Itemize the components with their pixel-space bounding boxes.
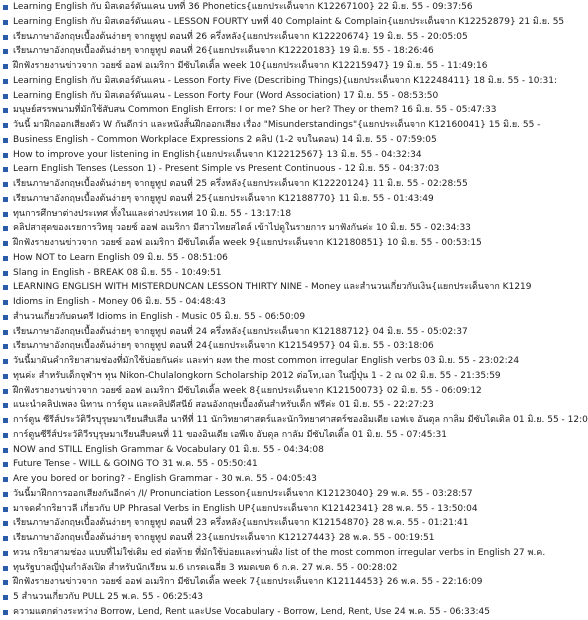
topic-date: 22 มิ.ย. 55 - 09:37:56 [377,2,473,12]
square-bullet-icon [3,595,8,600]
topic-link[interactable]: LEARNING ENGLISH WITH MISTERDUNCAN LESSON THIRTY NINE - Money และสำนวนเกี่ยวกับเงิน{แยกประเด็นจาก K1219 [13,282,532,293]
topic-date: 05 มิ.ย. 55 - 06:50:09 [210,311,306,322]
topic-list-item [0,103,569,118]
topic-link[interactable]: Future Tense - WILL & GOING TO [13,459,160,470]
topic-link[interactable]: Learning English กับ มิสเตอร์ดันแคน - Lesson Forty Four (Word Association) [13,90,341,101]
square-bullet-icon [3,212,8,217]
topic-list-item [0,148,569,163]
square-bullet-icon [3,536,8,541]
topic-date: 28 พ.ค. 55 - 13:50:04 [381,503,478,514]
topic-date: 16 มิ.ย. 55 - 05:47:33 [401,105,497,116]
square-bullet-icon [3,123,8,128]
square-bullet-icon [3,359,8,364]
square-bullet-icon [3,433,8,438]
topic-list-item [0,280,569,295]
topic-link[interactable]: Learning English กับ มิสเตอร์ดันแคน - Lesson Forty Five (Describing Things){แยกประเด็นจาก K12248411} [13,75,471,86]
square-bullet-icon [3,300,8,305]
topic-list-item [0,457,569,472]
topic-link[interactable]: มาจดคำกริยาวลี เกี่ยวกับ UP Phrasal Verbs in English UP{แยกประเด็นจาก K12142341} [13,503,380,514]
topic-list-item [0,325,569,340]
topic-date: 26 พ.ค. 55 - 22:16:09 [386,577,483,588]
topic-date: 18 มิ.ย. 55 - 10:31: [473,75,557,86]
topic-link[interactable]: 5 สำนวนเกี่ยวกับ PULL [13,592,105,602]
topic-list-item [0,428,569,443]
topic-date: 10 มิ.ย. 55 - 13:17:18 [196,208,292,219]
square-bullet-icon [3,138,8,143]
topic-date: 01 มิ.ย. 55 - 04:34:08 [228,444,324,455]
topic-link[interactable]: วันนี้มาผันคำกริยาสามช่องที่มักใช้บ่อยกันค่ะ และท่า ผงท the most common irregular English verbs [13,356,422,366]
topic-list-item [0,133,569,148]
topic-list-item [0,162,569,177]
topic-date: 02 มิ.ย. 55 - 21:35:59 [405,370,501,381]
square-bullet-icon [3,5,8,10]
topic-list-item [0,74,569,89]
topic-link[interactable]: การ์ตูน ซีรีส์ประวัติวีรบุรุษมาเรียนสืบเสือ นาทีที่ 11 นักวิทยาศาสตร์และนักวิทยาศาสตร์ชองอิมเดีย เอฟเจ อันตุล กาลิม มีซับไตเติล [13,415,511,425]
topic-list-item [0,443,569,458]
square-bullet-icon [3,389,8,394]
topic-date: 11 มิ.ย. 55 - 02:28:55 [372,179,468,189]
topic-link[interactable]: เรียนภาษาอังกฤษเบื้องต้นง่ายๆ จากยูทูป ตอนที่ 24 ครึ่งหลัง{แยกประเด็นจาก K12188712} [13,326,370,337]
topic-list-item [0,339,569,354]
topic-link[interactable]: เรียนภาษาอังกฤษเบื้องต้นง่ายๆ จากยูทูป ตอนที่ 24{แยกประเด็นจาก K12154957} [13,341,336,352]
topic-link[interactable]: วันนี้ มาฝึกออกเสียงตัว W กันดีกว่า และหนังสั้นฝึกออกเสียง เรื่อง "Misunderstandings"{แยกประเด็นจาก K12160041} [13,120,486,130]
topic-link[interactable]: ทวน กริยาสามช่อง แบบที่ไม่ใช่เติม ed ต่อท้าย ที่มักใช้บ่อยและท่านฝั่ง list of the most common irregular verbs in English [13,547,511,558]
square-bullet-icon [3,344,8,349]
topic-date: 19 มิ.ย. 55 - 20:05:05 [372,31,468,42]
topic-date: 28 พ.ค. 55 - 00:19:51 [338,533,435,543]
topic-date: 19 มิ.ย. 55 - 11:49:16 [392,61,488,71]
topic-link[interactable]: มนุษย์สรรพนามที่มักใช้สับสน Common English Errors: I or me? She or her? They or them? [13,105,399,116]
topic-list-item [0,502,569,517]
square-bullet-icon [3,108,8,113]
topic-link[interactable]: เรียนภาษาอังกฤษเบื้องต้นง่ายๆ จากยูทูป ตอนที่ 23{แยกประเด็นจาก K12127443} [13,533,336,543]
topic-link[interactable]: Learning English กับ มิสเตอร์ดันแคน - LESSON FOURTY บทที่ 40 Complaint & Complain{แยกประเด็นจาก K12252879} [13,16,516,27]
square-bullet-icon [3,241,8,246]
topic-list-item [0,221,569,236]
topic-link[interactable]: เรียนภาษาอังกฤษเบื้องต้นง่ายๆ จากยูทูป ตอนที่ 26{แยกประเด็นจาก K12220183} [13,46,336,57]
topic-link[interactable]: ฝึกฟังรายงานข่าวจาก วอยซ์ ออฟ อเมริกา มีซับไตเติ้ล week 7{แยกประเด็นจาก K12114453} [13,577,384,588]
square-bullet-icon [3,226,8,231]
topic-list-item [0,472,569,487]
square-bullet-icon [3,315,8,320]
square-bullet-icon [3,580,8,585]
square-bullet-icon [3,418,8,423]
topic-list-item [0,266,569,281]
topic-date: 19 มิ.ย. 55 - 18:26:46 [338,46,434,57]
topic-link[interactable]: Learn English Tenses (Lesson 1) - Present Simple vs Present Continuous - [13,164,342,175]
topic-list-item [0,236,569,251]
topic-list-item [0,369,569,384]
topic-date: 24 พ.ค. 55 - 06:33:45 [394,606,490,617]
topic-link[interactable]: Are you bored or boring? - English Grammar - [13,474,219,484]
topic-list-item [0,531,569,546]
topic-link[interactable]: ทุนค่ะ สำหรับเด็กจุฬาฯ ทุน Nikon-Chulalongkorn Scholarship 2012 ต่อโท,เอก ในญี่ปุ่น 1 - 2 ณ [13,370,403,381]
topic-list-item [0,487,569,502]
square-bullet-icon [3,64,8,69]
topic-date: 25 พ.ค. 55 - 06:25:43 [107,592,203,602]
topic-date: 13 มิ.ย. 55 - 04:32:34 [326,149,422,160]
topic-date: 01 มิ.ย. 55 - 07:45:31 [352,429,447,440]
square-bullet-icon [3,49,8,54]
square-bullet-icon [3,521,8,526]
topic-link[interactable]: เรียนภาษาอังกฤษเบื้องต้นง่ายๆ จากยูทูป ตอนที่ 26 ครึ่งหลัง{แยกประเด็นจาก K12220674} [13,31,370,42]
topic-link[interactable]: NOW and STILL English Grammar & Vocabulary [13,444,227,455]
topic-date: 27 พ.ค. 55 - 00:28:02 [301,562,398,573]
topic-date: 14 มิ.ย. 55 - 07:59:05 [341,134,437,145]
square-bullet-icon [3,271,8,276]
topic-list-item [0,0,569,15]
topic-date: 30 พ.ค. 55 - 04:05:43 [221,474,317,484]
square-bullet-icon [3,330,8,335]
topic-list-item [0,354,569,369]
topic-link[interactable]: เรียนภาษาอังกฤษเบื้องต้นง่ายๆ จากยูทูป ตอนที่ 23 ครึ่งหลัง{แยกประเด็นจาก K12154870} [13,518,370,529]
topic-date: 10 มิ.ย. 55 - 02:34:33 [375,223,471,234]
topic-link[interactable]: How NOT to Learn English [13,252,131,263]
topic-date: 28 พ.ค. 55 - 01:21:41 [372,518,469,529]
topic-date: 08 มิ.ย. 55 - 10:49:51 [126,267,222,278]
topic-link[interactable]: Business English - Common Workplace Expressions 2 คลิป (1-2 จบในตอน) [13,134,339,145]
square-bullet-icon [3,507,8,512]
square-bullet-icon [3,610,8,615]
square-bullet-icon [3,153,8,158]
topic-date: 09 มิ.ย. 55 - 08:51:06 [132,252,228,263]
topic-list-item [0,575,569,590]
topic-date: 12 มิ.ย. 55 - 04:37:03 [344,164,440,175]
topic-list-item [0,516,569,531]
topic-date: 17 มิ.ย. 55 - 08:53:50 [343,90,439,101]
square-bullet-icon [3,256,8,261]
square-bullet-icon [3,448,8,453]
square-bullet-icon [3,285,8,290]
topic-date: 10 มิ.ย. 55 - 00:53:15 [386,238,482,248]
square-bullet-icon [3,20,8,25]
topic-list-item [0,310,569,325]
topic-list-item [0,590,569,605]
topic-link[interactable]: Idioms in English - Money [13,297,129,307]
square-bullet-icon [3,94,8,99]
square-bullet-icon [3,462,8,467]
topic-list-item [0,413,588,428]
topic-list-item [0,207,569,222]
topic-link[interactable]: Slang in English - BREAK [13,267,124,278]
topic-date: 01 มิ.ย. 55 - 22:27:23 [338,400,434,411]
topic-date: 06 มิ.ย. 55 - 04:48:43 [130,297,226,307]
topic-list-item [0,44,569,59]
topic-list-item [0,192,569,207]
topic-list-item [0,546,569,561]
topic-date: 04 มิ.ย. 55 - 03:18:06 [338,341,434,352]
topic-link[interactable]: ทุนการศึกษาต่างประเทศ ทั้งในและต่างประเทศ [13,208,194,219]
topic-list-item [0,251,569,266]
topic-list-item [0,30,569,45]
topic-link[interactable]: การ์ตูนซีรีส์ประวัติวีรบุรุษมาเรียนสืบคนที่ 11 ของอินเดีย เอพีเจ อับดุล กาลัม มีซับไตเติ้ล [13,429,350,440]
topic-list-item [0,561,569,576]
topic-date: 15 มิ.ย. 55 - [488,120,541,130]
topic-date: 04 มิ.ย. 55 - 05:02:37 [372,326,468,337]
square-bullet-icon [3,197,8,202]
topic-date: 29 พ.ค. 55 - 03:28:57 [376,488,473,499]
topic-list-item [0,384,569,399]
square-bullet-icon [3,167,8,172]
topic-list-item [0,177,569,192]
topic-link[interactable]: แนะนำคลิปเพลง นิทาน การ์ตูน และคลิปดีสนีย์ สอนอังกฤษเบื้องต้นสำหรับเด็ก ฟรีค่ะ [13,400,336,411]
topic-date: 21 มิ.ย. 55 [518,16,565,27]
topic-date: 11 มิ.ย. 55 - 01:43:49 [338,193,434,204]
topic-date: 02 มิ.ย. 55 - 06:09:12 [386,385,482,396]
topic-link[interactable]: Learning English กับ มิสเตอร์ดันแคน บทที่ 36 Phonetics{แยกประเด็นจาก K12267100} [13,2,375,12]
topic-date: 03 มิ.ย. 55 - 23:02:24 [424,356,520,366]
topic-link[interactable]: เรียนภาษาอังกฤษเบื้องต้นง่ายๆ จากยูทูป ตอนที่ 25{แยกประเด็นจาก K12188770} [13,193,336,204]
topic-link[interactable]: ทุนรัฐบาลญี่ปุ่นกำลังเปิด สำหรับนักเรียน ม.6 เกรดเฉลี่ย 3 หมดเขต 6 ก.ค. [13,562,299,573]
square-bullet-icon [3,403,8,408]
topic-list-item [0,295,569,310]
square-bullet-icon [3,477,8,482]
square-bullet-icon [3,566,8,571]
topic-link[interactable]: เรียนภาษาอังกฤษเบื้องต้นง่ายๆ จากยูทูป ตอนที่ 25 ครึ่งหลัง{แยกประเด็นจาก K12220124} [13,179,370,189]
square-bullet-icon [3,551,8,556]
topic-link[interactable]: ฝึกฟังรายงานข่าวจาก วอยซ์ ออฟ อเมริกา มีซับไตเติ้ล week 8{แยกประเด็นจาก K12150073} [13,385,384,396]
topic-link[interactable]: How to improve your listening in English{แยกประเด็นจาก K12212567} [13,149,324,160]
topic-list-item [0,605,569,620]
topic-list-item [0,398,569,413]
topic-list-item [0,15,569,30]
square-bullet-icon [3,182,8,187]
square-bullet-icon [3,492,8,497]
topic-date: 31 พ.ค. 55 - 05:50:41 [161,459,258,470]
topic-link[interactable]: ความแตกต่างระหว่าง Borrow, Lend, Rent และUse Vocabulary - Borrow, Lend, Rent, Use [13,606,392,617]
topic-link[interactable]: คลิปสาสุดของเรยการวิทยุ วอยซ์ ออฟ อเมริกา มีสาวไทยสไตล์ เข้าไปดูในรายการ มาฟังกันค่ะ [13,223,374,234]
topic-list-item [0,59,569,74]
topic-link[interactable]: ฝึกฟังรายงานข่าวจาก วอยซ์ ออฟ อเมริกา มีซับไตเติ้ล week 9{แยกประเด็นจาก K12180851} [13,238,384,248]
square-bullet-icon [3,35,8,40]
topic-list-item [0,89,569,104]
topic-link[interactable]: ฝึกฟังรายงานข่าวจาก วอยซ์ ออฟ อเมริกา มีซับไตเติ้ล week 10{แยกประเด็นจาก K12215947} [13,61,390,71]
topic-date: 01 มิ.ย. 55 - 12:0 [513,415,588,425]
topic-link[interactable]: วันนี้มาฝึกการออกเสียงกันอีกค่า /I/ Pronunciation Lesson{แยกประเด็นจาก K12123040} [13,488,375,499]
topic-list-item [0,118,569,133]
topic-date: 27 พ.ค. [513,547,546,558]
square-bullet-icon [3,374,8,379]
topic-link[interactable]: สำนวนเกี่ยวกับดนตรี Idioms in English - Music [13,311,208,322]
square-bullet-icon [3,79,8,84]
